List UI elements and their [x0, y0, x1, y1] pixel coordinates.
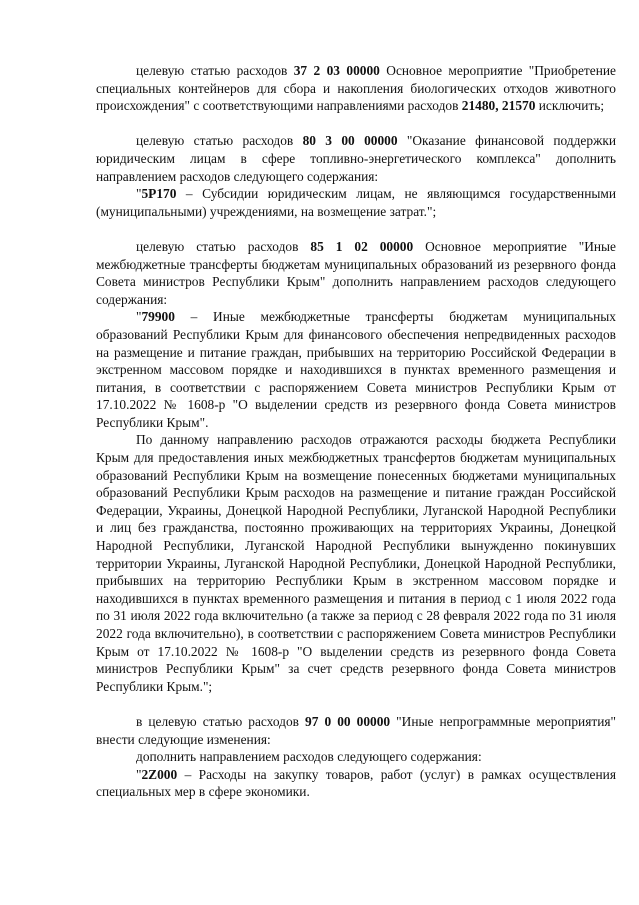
- paragraph-text: исключить;: [535, 98, 605, 114]
- budget-code: 2Z000: [141, 766, 178, 782]
- paragraph-text: в целевую статью расходов: [136, 713, 306, 729]
- paragraph-80-3-00: [96, 132, 616, 185]
- expense-codes: 21480, 21570: [461, 98, 536, 114]
- budget-code: 79900: [141, 309, 175, 325]
- paragraph-79900-description: [96, 431, 616, 695]
- paragraph-gap: [96, 695, 616, 713]
- paragraph-85-1-02: [96, 238, 616, 308]
- budget-code: 80 3 00 00000: [302, 133, 398, 149]
- quote-79900: [96, 308, 616, 431]
- paragraph-text: Основное мероприятие "Иные межбюджетные трансферты бюджетам муниципальных образований из резервного фонда Совета министров Республики Крым" дополнить направлением расходов следующего содержания:: [96, 238, 616, 307]
- paragraph-add-direction: [96, 748, 616, 766]
- quote-2z000: [96, 766, 616, 801]
- paragraph-text: целевую статью расходов: [136, 133, 303, 149]
- quote-mark: ": [136, 766, 142, 782]
- paragraph-exclude-37-2-03: [96, 62, 616, 115]
- paragraph-text: "Оказание финансовой поддержки юридическим лицам в сфере топливно-энергетического комплекса" дополнить направлением расходов следующего содержания:: [96, 133, 616, 184]
- paragraph-97-0-00: [96, 713, 616, 748]
- paragraph-text: По данному направлению расходов отражаются расходы бюджета Республики Крым для предоставления иных межбюджетных трансфертов бюджетам муниципальных образований Республики Крым на возмещение понесенных бюджетами муниципальных образований Республики Крым расходов на размещение и питание граждан Российской Федерации, Украины, Донецкой Народной Республики, Луганской Народной Республики и лиц без гражданства, постоянно проживающих на территориях Украины, Донецкой Народной Республики, Луганской Народной Республики вынужденно покинувших территории Украины, Луганской Народной Республики, Донецкой Народной Республики, прибывших на территорию Республики Крым в экстренном массовом порядке и находившихся в пунктах временного размещения и питания в период с 1 июля 2022 года по 31 июля 2022 года включительно (а также за период с 28 февраля 2022 года по 31 июля 2022 года включительно), в соответствии с распоряжением Совета министров Республики Крым от 17.10.2022 № 1608-р "О выделении средств из резервного фонда Совета министров Республики Крым" за счет средств резервного фонда Совета министров Республики Крым.";: [96, 432, 616, 694]
- quote-mark: ": [136, 309, 142, 325]
- paragraph-text: – Иные межбюджетные трансферты бюджетам муниципальных образований Республики Крым для финансового обеспечения непредвиденных расходов на размещение и питание граждан, прибывших на территорию Российской Федерации в экстренном массовом порядке и находившихся в пунктах временного размещения и питания, в соответствии с распоряжением Совета министров Республики Крым от 17.10.2022 № 1608-р "О выделении средств из резервного фонда Совета министров Республики Крым".: [96, 309, 616, 430]
- paragraph-text: целевую статью расходов: [136, 63, 294, 78]
- budget-code: 85 1 02 00000: [310, 238, 414, 254]
- paragraph-text: дополнить направлением расходов следующего содержания:: [136, 749, 482, 765]
- paragraph-text: Основное мероприятие "Приобретение специальных контейнеров для сбора и накопления биологических отходов животного происхождения" с соответствующими направлениями расходов: [96, 63, 616, 114]
- quote-5p170: [96, 185, 616, 220]
- budget-code: 5Р170: [141, 186, 177, 202]
- paragraph-gap: [96, 115, 616, 133]
- paragraph-gap: [96, 220, 616, 238]
- document-page: [96, 62, 616, 801]
- quote-mark: ": [136, 186, 142, 202]
- paragraph-text: – Расходы на закупку товаров, работ (услуг) в рамках осуществления специальных мер в сфере экономики.: [96, 766, 616, 800]
- paragraph-text: – Субсидии юридическим лицам, не являющимся государственными (муниципальными) учреждениями, на возмещение затрат.";: [96, 186, 616, 219]
- budget-code: 97 0 00 00000: [305, 713, 391, 729]
- paragraph-text: "Иные непрограммные мероприятия" внести следующие изменения:: [96, 713, 617, 747]
- budget-code: 37 2 03 00000: [293, 63, 380, 78]
- paragraph-text: целевую статью расходов: [136, 238, 311, 254]
